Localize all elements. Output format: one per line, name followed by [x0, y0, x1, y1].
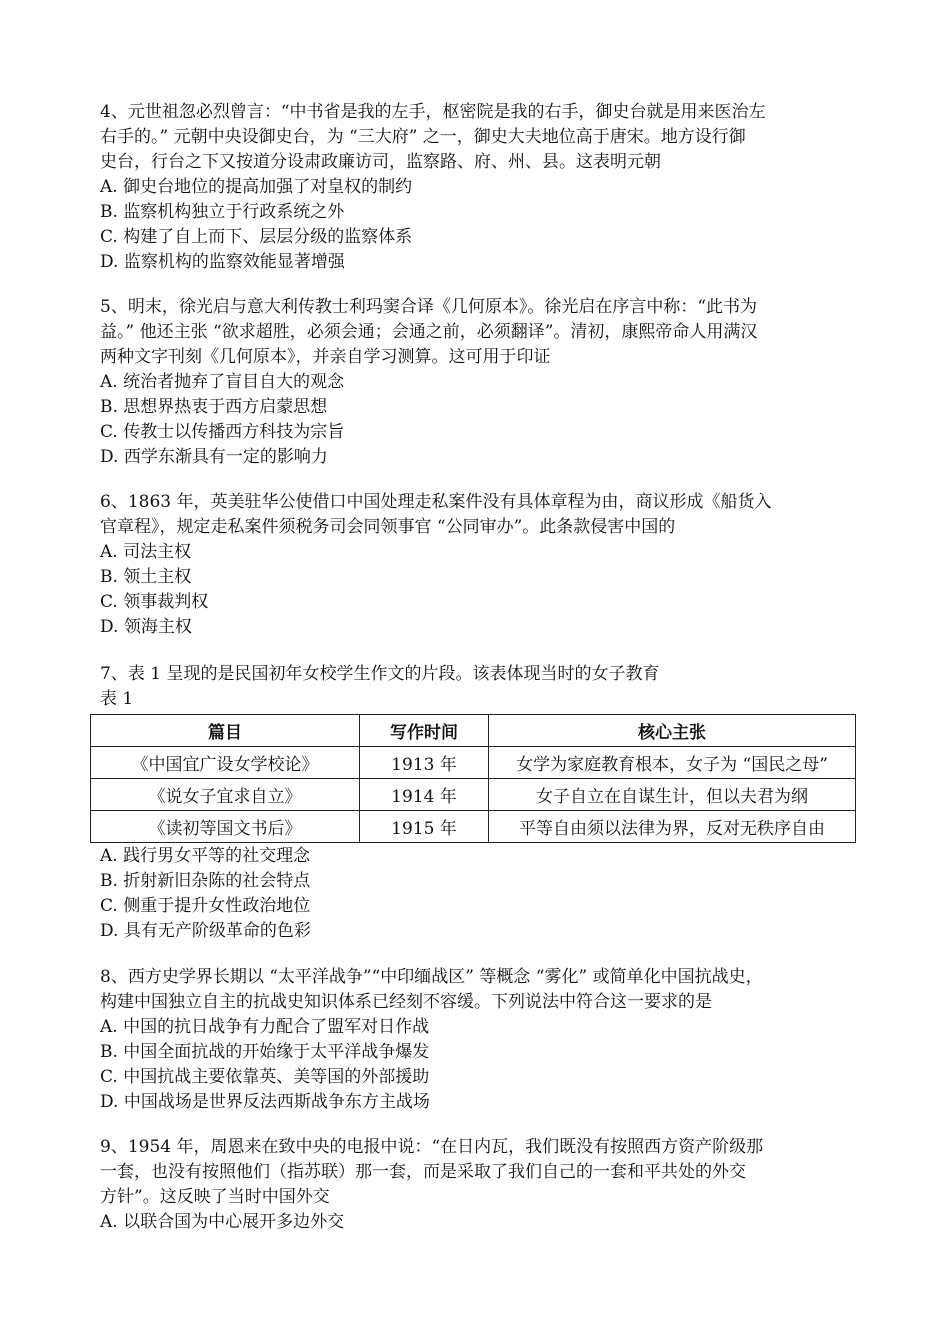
table-cell-claim: 女子自立在自谋生计，但以夫君为纲	[489, 779, 856, 811]
question-6-stem-line-2: 官章程》，规定走私案件须税务司会同领事官 “公同审办”。此条款侵害中国的	[100, 517, 676, 537]
question-8-option-c: C. 中国抗战主要依靠英、美等国的外部援助	[100, 1067, 430, 1087]
question-7-option-d: D. 具有无产阶级革命的色彩	[100, 921, 311, 941]
table-header-claim: 核心主张	[489, 715, 856, 747]
table-cell-claim: 平等自由须以法律为界，反对无秩序自由	[489, 811, 856, 843]
question-6-option-c: C. 领事裁判权	[100, 592, 209, 612]
question-8	[100, 965, 860, 1115]
question-9-stem-line-1: 9、1954 年，周恩来在致中央的电报中说：“在日内瓦，我们既没有按照西方资产阶级那	[100, 1137, 764, 1157]
question-4	[100, 100, 860, 275]
question-4-stem-line-3: 史台，行台之下又按道分设肃政廉访司，监察路、府、州、县。这表明元朝	[100, 152, 661, 172]
question-7-stem-line-1: 7、表 1 呈现的是民国初年女校学生作文的片段。该表体现当时的女子教育	[100, 664, 660, 684]
question-7-option-b: B. 折射新旧杂陈的社会特点	[100, 871, 311, 891]
question-9	[100, 1135, 860, 1235]
question-6-option-d: D. 领海主权	[100, 617, 192, 637]
table-cell-claim: 女学为家庭教育根本，女子为 “国民之母”	[489, 747, 856, 779]
question-5-option-d: D. 西学东渐具有一定的影响力	[100, 447, 328, 467]
question-9-option-a: A. 以联合国为中心展开多边外交	[100, 1212, 345, 1232]
question-8-option-a: A. 中国的抗日战争有力配合了盟军对日作战	[100, 1017, 430, 1037]
question-7-option-c: C. 侧重于提升女性政治地位	[100, 896, 311, 916]
table-cell-date: 1914 年	[360, 779, 489, 811]
question-9-stem-line-2: 一套，也没有按照他们（指苏联）那一套，而是采取了我们自己的一套和平共处的外交	[100, 1162, 746, 1182]
question-9-stem-line-3: 方针”。这反映了当时中国外交	[100, 1187, 330, 1207]
question-8-stem-line-1: 8、西方史学界长期以 “太平洋战争”“中印缅战区” 等概念 “雾化” 或简单化中国抗战史，	[100, 967, 763, 987]
question-4-stem-line-1: 4、元世祖忽必烈曾言：“中书省是我的左手，枢密院是我的右手，御史台就是用来医治左	[100, 102, 766, 122]
table-cell-date: 1913 年	[360, 747, 489, 779]
table-header-date: 写作时间	[360, 715, 489, 747]
table-row	[91, 779, 856, 811]
question-8-stem-line-2: 构建中国独立自主的抗战史知识体系已经刻不容缓。下列说法中符合这一要求的是	[100, 992, 712, 1012]
question-7-options	[100, 844, 860, 944]
question-7	[100, 662, 860, 712]
question-5-stem-line-3: 两种文字刊刻《几何原本》，并亲自学习测算。这可用于印证	[100, 347, 551, 367]
question-4-option-a: A. 御史台地位的提高加强了对皇权的制约	[100, 177, 413, 197]
question-8-option-b: B. 中国全面抗战的开始缘于太平洋战争爆发	[100, 1042, 430, 1062]
question-7-option-a: A. 践行男女平等的社交理念	[100, 846, 311, 866]
question-4-option-c: C. 构建了自上而下、层层分级的监察体系	[100, 227, 413, 247]
table-cell-date: 1915 年	[360, 811, 489, 843]
question-5-stem-line-1: 5、明末，徐光启与意大利传教士利玛窦合译《几何原本》。徐光启在序言中称：“此书为	[100, 297, 758, 317]
table-cell-title: 《说女子宜求自立》	[91, 779, 360, 811]
table-cell-title: 《读初等国文书后》	[91, 811, 360, 843]
question-5-option-c: C. 传教士以传播西方科技为宗旨	[100, 422, 345, 442]
question-7-table-caption: 表 1	[100, 689, 134, 709]
question-6	[100, 490, 860, 640]
question-5	[100, 295, 860, 470]
question-5-stem-line-2: 益。” 他还主张 “欲求超胜，必须会通；会通之前，必须翻译”。清初，康熙帝命人用满汉	[100, 322, 758, 342]
table-cell-title: 《中国宜广设女学校论》	[91, 747, 360, 779]
question-6-option-a: A. 司法主权	[100, 542, 192, 562]
question-5-option-a: A. 统治者抛弃了盲目自大的观念	[100, 372, 345, 392]
table-row	[91, 747, 856, 779]
table-header-row	[91, 715, 856, 747]
table-row	[91, 811, 856, 843]
question-4-stem-line-2: 右手的。” 元朝中央设御史台，为 “三大府” 之一，御史大夫地位高于唐宋。地方设行御	[100, 127, 746, 147]
question-4-option-b: B. 监察机构独立于行政系统之外	[100, 202, 345, 222]
question-4-option-d: D. 监察机构的监察效能显著增强	[100, 252, 345, 272]
essay-table	[90, 714, 856, 843]
table-header-title: 篇目	[91, 715, 360, 747]
question-5-option-b: B. 思想界热衷于西方启蒙思想	[100, 397, 328, 417]
question-6-stem-line-1: 6、1863 年，英美驻华公使借口中国处理走私案件没有具体章程为由，商议形成《船货入	[100, 492, 772, 512]
question-6-option-b: B. 领土主权	[100, 567, 192, 587]
question-8-option-d: D. 中国战场是世界反法西斯战争东方主战场	[100, 1092, 430, 1112]
